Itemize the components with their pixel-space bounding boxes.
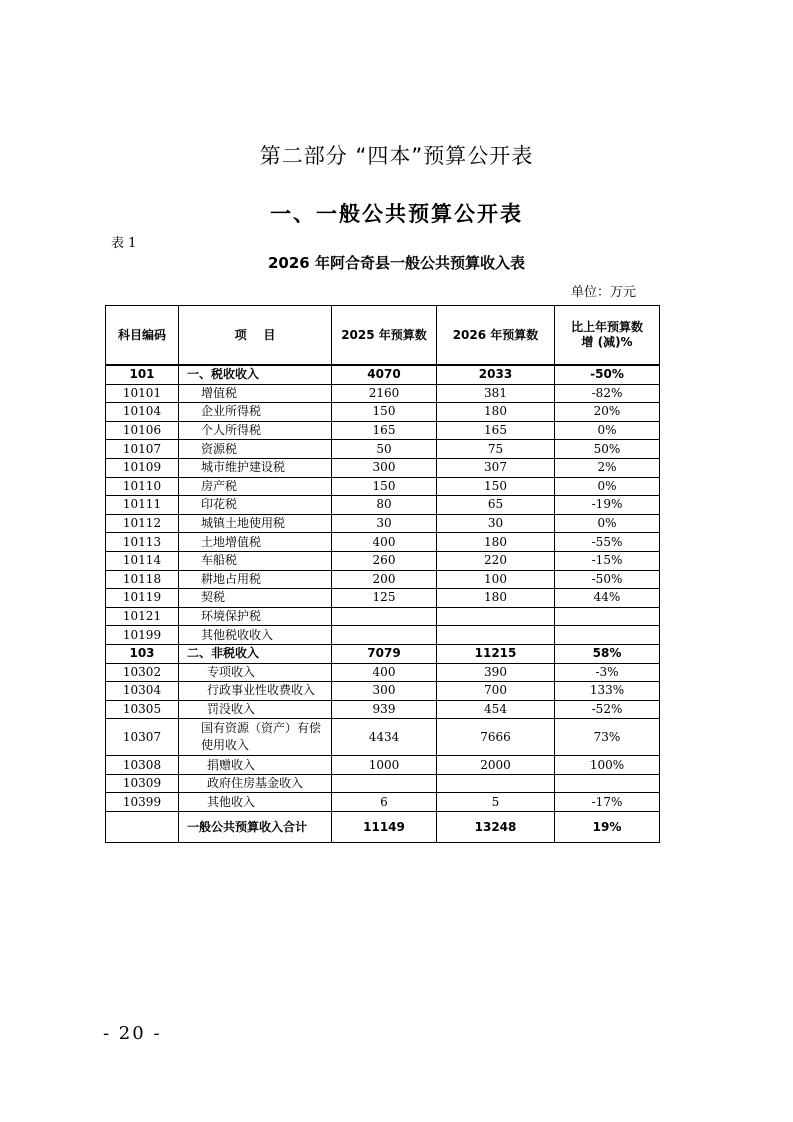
cell-change: 58% [555,644,660,663]
cell-code: 10113 [106,533,179,552]
cell-item: 土地增值税 [179,533,332,552]
cell-budget-2025: 300 [332,682,437,701]
page-number: - 20 - [103,1023,162,1044]
total-item: 一般公共预算收入合计 [179,812,332,843]
cell-budget-2026: 11215 [437,644,555,663]
cell-item: 企业所得税 [179,403,332,422]
cell-change: -50% [555,570,660,589]
header-item: 项 目 [179,306,332,366]
cell-budget-2026 [437,774,555,793]
cell-budget-2026: 150 [437,477,555,496]
cell-code: 10118 [106,570,179,589]
header-change: 比上年预算数增 (减)% [555,306,660,366]
cell-item: 一、税收收入 [179,365,332,384]
cell-budget-2025: 939 [332,700,437,719]
cell-budget-2025: 400 [332,663,437,682]
cell-change: 0% [555,421,660,440]
cell-code: 10121 [106,607,179,626]
table-row [106,700,660,719]
cell-budget-2025 [332,607,437,626]
table-header-row [106,306,660,366]
cell-change: -52% [555,700,660,719]
section-title: 一、一般公共预算公开表 [270,202,523,226]
table-row [106,756,660,775]
cell-budget-2025 [332,774,437,793]
cell-budget-2026: 165 [437,421,555,440]
cell-budget-2025: 4434 [332,719,437,756]
cell-budget-2026: 2000 [437,756,555,775]
table-label: 表 1 [111,236,137,251]
header-code: 科目编码 [106,306,179,366]
cell-change: 73% [555,719,660,756]
cell-budget-2026: 100 [437,570,555,589]
cell-item: 二、非税收入 [179,644,332,663]
cell-item: 国有资源（资产）有偿使用收入 [179,719,332,756]
cell-budget-2026 [437,607,555,626]
total-change: 19% [555,812,660,843]
table-row [106,421,660,440]
cell-change: 2% [555,458,660,477]
cell-item: 增值税 [179,384,332,403]
cell-code: 10110 [106,477,179,496]
cell-item: 耕地占用税 [179,570,332,589]
cell-code: 10101 [106,384,179,403]
cell-budget-2025: 50 [332,440,437,459]
cell-item: 房产税 [179,477,332,496]
table-row [106,365,660,384]
cell-budget-2025 [332,626,437,645]
cell-item: 城镇土地使用税 [179,514,332,533]
cell-budget-2026: 180 [437,589,555,608]
cell-budget-2026: 307 [437,458,555,477]
cell-budget-2025: 30 [332,514,437,533]
cell-code: 10106 [106,421,179,440]
cell-item: 专项收入 [179,663,332,682]
cell-item: 资源税 [179,440,332,459]
cell-item: 环境保护税 [179,607,332,626]
table-row [106,774,660,793]
cell-budget-2025: 80 [332,496,437,515]
cell-code: 10114 [106,551,179,570]
cell-item: 个人所得税 [179,421,332,440]
cell-budget-2026: 65 [437,496,555,515]
header-budget-2026: 2026 年预算数 [437,306,555,366]
cell-change: 0% [555,514,660,533]
table-row [106,384,660,403]
cell-change: 20% [555,403,660,422]
table-row [106,458,660,477]
cell-budget-2026: 700 [437,682,555,701]
part-title: 第二部分 “四本”预算公开表 [259,144,534,168]
cell-budget-2026 [437,626,555,645]
cell-item: 捐赠收入 [179,756,332,775]
cell-code: 10109 [106,458,179,477]
cell-item: 其他收入 [179,793,332,812]
cell-budget-2025: 4070 [332,365,437,384]
cell-budget-2025: 6 [332,793,437,812]
cell-budget-2025: 1000 [332,756,437,775]
cell-code: 10399 [106,793,179,812]
cell-budget-2026: 454 [437,700,555,719]
unit-note: 单位：万元 [571,285,637,300]
cell-change: 0% [555,477,660,496]
cell-change: 44% [555,589,660,608]
cell-code: 10302 [106,663,179,682]
cell-budget-2026: 5 [437,793,555,812]
cell-change: -3% [555,663,660,682]
cell-budget-2026: 180 [437,403,555,422]
cell-item: 印花税 [179,496,332,515]
table-row [106,719,660,756]
table-row [106,570,660,589]
cell-change: 100% [555,756,660,775]
revenue-table [105,305,660,843]
cell-code: 10111 [106,496,179,515]
cell-budget-2025: 2160 [332,384,437,403]
cell-code: 10308 [106,756,179,775]
total-budget-2026: 13248 [437,812,555,843]
cell-budget-2025: 150 [332,477,437,496]
cell-budget-2025: 300 [332,458,437,477]
cell-budget-2026: 390 [437,663,555,682]
table-row [106,403,660,422]
cell-code: 10305 [106,700,179,719]
cell-item: 政府住房基金收入 [179,774,332,793]
cell-change: -82% [555,384,660,403]
cell-change: -17% [555,793,660,812]
table-row [106,626,660,645]
cell-change: 133% [555,682,660,701]
cell-budget-2025: 7079 [332,644,437,663]
table-row [106,533,660,552]
cell-budget-2025: 150 [332,403,437,422]
cell-change: -15% [555,551,660,570]
table-row [106,607,660,626]
table-body [106,365,660,843]
total-code [106,812,179,843]
cell-budget-2026: 381 [437,384,555,403]
cell-budget-2025: 200 [332,570,437,589]
cell-item: 罚没收入 [179,700,332,719]
cell-code: 10309 [106,774,179,793]
cell-change: -19% [555,496,660,515]
cell-change [555,774,660,793]
table-row [106,644,660,663]
cell-item: 契税 [179,589,332,608]
cell-item: 车船税 [179,551,332,570]
table-row [106,477,660,496]
header-budget-2025: 2025 年预算数 [332,306,437,366]
total-row [106,812,660,843]
cell-code: 10199 [106,626,179,645]
cell-budget-2026: 180 [437,533,555,552]
cell-code: 10307 [106,719,179,756]
table-row [106,514,660,533]
cell-budget-2026: 220 [437,551,555,570]
cell-budget-2026: 30 [437,514,555,533]
table-title: 2026 年阿合奇县一般公共预算收入表 [268,254,525,272]
cell-change [555,607,660,626]
cell-budget-2025: 260 [332,551,437,570]
cell-item: 行政事业性收费收入 [179,682,332,701]
cell-code: 101 [106,365,179,384]
cell-change: -55% [555,533,660,552]
table-row [106,682,660,701]
cell-code: 10119 [106,589,179,608]
table-row [106,793,660,812]
cell-change [555,626,660,645]
cell-budget-2025: 400 [332,533,437,552]
cell-change: -50% [555,365,660,384]
cell-budget-2026: 75 [437,440,555,459]
cell-budget-2026: 2033 [437,365,555,384]
table-row [106,589,660,608]
cell-budget-2025: 125 [332,589,437,608]
table-row [106,496,660,515]
table-row [106,663,660,682]
cell-code: 10104 [106,403,179,422]
cell-code: 10304 [106,682,179,701]
cell-code: 103 [106,644,179,663]
cell-code: 10112 [106,514,179,533]
cell-change: 50% [555,440,660,459]
cell-code: 10107 [106,440,179,459]
total-budget-2025: 11149 [332,812,437,843]
cell-budget-2025: 165 [332,421,437,440]
cell-item: 城市维护建设税 [179,458,332,477]
table-row [106,440,660,459]
cell-item: 其他税收收入 [179,626,332,645]
table-row [106,551,660,570]
cell-budget-2026: 7666 [437,719,555,756]
